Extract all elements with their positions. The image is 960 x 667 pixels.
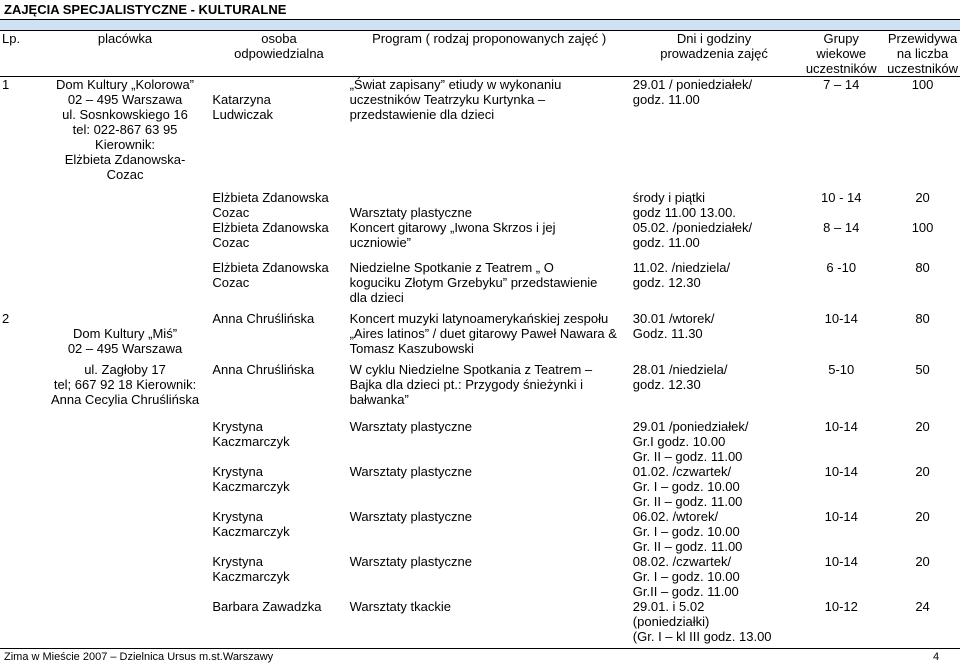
- cell-grupy: 6 -10: [826, 260, 857, 275]
- spacer-cell: [0, 250, 960, 260]
- header-przewidywana: Przewidywa na liczba uczestników: [885, 31, 960, 77]
- activities-table: [0, 30, 960, 644]
- document-title: ZAJĘCIA SPECJALISTYCZNE - KULTURALNE: [4, 2, 287, 17]
- table-row: [0, 190, 960, 220]
- cell-osoba: Krystyna Kaczmarczyk: [212, 554, 290, 584]
- cell-program: „Świat zapisany” etiudy w wykonaniu uczestników Teatrzyku Kurtynka – przedstawienie dla dzieci: [349, 77, 562, 122]
- cell-liczba: 100: [911, 77, 934, 92]
- cell-placowka: Dom Kultury „Miś” 02 – 495 Warszawa: [67, 326, 183, 356]
- cell-program: Warsztaty plastyczne: [349, 509, 472, 524]
- table-row: [0, 554, 960, 599]
- cell-dni: 29.01 / poniedziałek/ godz. 11.00: [632, 77, 753, 107]
- table-row: [0, 77, 960, 183]
- cell-lp: [0, 220, 40, 250]
- cell-dni: 29.01. i 5.02 (poniedziałki) (Gr. I – kl III godz. 13.00: [632, 599, 772, 644]
- cell-grupy: 5-10: [828, 362, 855, 377]
- cell-dni: 05.02. /poniedziałek/ godz. 11.00: [632, 220, 753, 250]
- spacer-cell: [0, 182, 960, 190]
- cell-dni: 11.02. /niedziela/ godz. 12.30: [632, 260, 731, 290]
- cell-placowka: [40, 554, 211, 599]
- footer-divider: [0, 648, 960, 649]
- cell-grupy: 10-14: [824, 419, 858, 434]
- cell-placowka: ul. Zagłoby 17 tel; 667 92 18 Kierownik: Anna Cecylia Chruślińska: [50, 362, 200, 407]
- header-placowka: placówka: [40, 31, 211, 77]
- cell-dni: 01.02. /czwartek/ Gr. I – godz. 10.00 Gr. II – godz. 11.00: [632, 464, 743, 509]
- cell-grupy: 8 – 14: [823, 220, 860, 235]
- cell-liczba: 24: [915, 599, 930, 614]
- row-spacer: [0, 407, 960, 419]
- cell-osoba: Anna Chruślińska: [212, 311, 315, 326]
- cell-placowka: Dom Kultury „Kolorowa” 02 – 495 Warszawa ul. Sosnkowskiego 16 tel: 022-867 63 95 Kierownik: Elżbieta Zdanowska- Cozac: [56, 77, 195, 182]
- cell-osoba: Barbara Zawadzka: [212, 599, 322, 614]
- header-lp: Lp.: [0, 31, 40, 77]
- cell-osoba: Elżbieta Zdanowska Cozac: [212, 190, 329, 220]
- footer-text: Zima w Mieście 2007 – Dzielnica Ursus m.st.Warszawy: [4, 651, 274, 663]
- cell-liczba: 20: [915, 419, 930, 434]
- cell-placowka: [40, 260, 211, 305]
- cell-lp: 2: [2, 311, 10, 326]
- cell-liczba: 20: [915, 190, 930, 205]
- cell-program: Warsztaty plastyczne: [349, 205, 472, 220]
- cell-program: Niedzielne Spotkanie z Teatrem „ O koguciku Złotym Grzebyku” przedstawienie dla dzieci: [349, 260, 598, 305]
- cell-dni: 28.01 /niedziela/ godz. 12.30: [632, 362, 728, 392]
- cell-program: Koncert gitarowy „Iwona Skrzos i jej uczniowie”: [349, 220, 556, 250]
- cell-osoba: Elżbieta Zdanowska Cozac: [212, 260, 329, 290]
- cell-dni: 06.02. /wtorek/ Gr. I – godz. 10.00 Gr. II – godz. 11.00: [632, 509, 743, 554]
- cell-lp: [0, 554, 40, 599]
- cell-liczba: 20: [915, 464, 930, 479]
- cell-lp: [0, 362, 40, 407]
- cell-placowka: [40, 419, 211, 464]
- page-number: 4: [933, 651, 940, 663]
- cell-program: Warsztaty tkackie: [349, 599, 451, 614]
- cell-dni: 08.02. /czwartek/ Gr. I – godz. 10.00 Gr.II – godz. 11.00: [632, 554, 740, 599]
- cell-osoba: Katarzyna Ludwiczak: [212, 92, 274, 122]
- cell-dni: środy i piątki godz 11.00 13.00.: [632, 190, 736, 220]
- cell-program: Koncert muzyki latynoamerykańskiej zespołu „Aires latinos” / duet gitarowy Paweł Nawara & Tomasz Kaszubowski: [349, 311, 617, 356]
- cell-placowka: [40, 599, 211, 644]
- header-grupy: Grupy wiekowe uczestników: [797, 31, 885, 77]
- cell-liczba: 100: [911, 220, 934, 235]
- cell-program: Warsztaty plastyczne: [349, 554, 472, 569]
- table-row: [0, 464, 960, 509]
- cell-osoba: Krystyna Kaczmarczyk: [212, 419, 290, 449]
- cell-liczba: 50: [915, 362, 930, 377]
- cell-osoba: Krystyna Kaczmarczyk: [212, 464, 290, 494]
- cell-program: W cyklu Niedzielne Spotkania z Teatrem – Bajka dla dzieci pt.: Przygody śnieżynki i bałwanka”: [349, 362, 593, 407]
- row-spacer: [0, 250, 960, 260]
- table-row: [0, 419, 960, 464]
- header-dni: Dni i godziny prowadzenia zajęć: [631, 31, 798, 77]
- cell-dni: 30.01 /wtorek/ Godz. 11.30: [632, 311, 715, 341]
- cell-osoba: Elżbieta Zdanowska Cozac: [212, 220, 329, 250]
- table-row: [0, 509, 960, 554]
- cell-placowka: [40, 190, 211, 220]
- cell-program: Warsztaty plastyczne: [349, 419, 472, 434]
- table-row: [0, 362, 960, 407]
- cell-grupy: 10-14: [824, 311, 858, 326]
- table-row: [0, 311, 960, 356]
- cell-lp: [0, 190, 40, 220]
- cell-grupy: 10-12: [824, 599, 858, 614]
- cell-lp: [0, 599, 40, 644]
- cell-lp: [0, 419, 40, 464]
- cell-placowka: [40, 509, 211, 554]
- spacer-cell: [0, 407, 960, 419]
- cell-liczba: 80: [915, 260, 930, 275]
- cell-liczba: 80: [915, 311, 930, 326]
- table-row: [0, 220, 960, 250]
- cell-lp: [0, 260, 40, 305]
- cell-liczba: 20: [915, 554, 930, 569]
- cell-grupy: 10-14: [824, 554, 858, 569]
- cell-program: Warsztaty plastyczne: [349, 464, 472, 479]
- table-header-row: [0, 31, 960, 77]
- cell-lp: [0, 464, 40, 509]
- cell-grupy: 10-14: [824, 509, 858, 524]
- cell-liczba: 20: [915, 509, 930, 524]
- cell-lp: 1: [2, 77, 10, 92]
- table-body: [0, 77, 960, 645]
- cell-lp: [0, 509, 40, 554]
- cell-osoba: Krystyna Kaczmarczyk: [212, 509, 290, 539]
- header-osoba: osoba odpowiedzialna: [210, 31, 347, 77]
- cell-osoba: Anna Chruślińska: [212, 362, 315, 377]
- header-program: Program ( rodzaj proponowanych zajęć ): [348, 31, 631, 77]
- cell-grupy: 7 – 14: [823, 77, 860, 92]
- cell-placowka: [40, 220, 211, 250]
- cell-placowka: [40, 464, 211, 509]
- table-row: [0, 599, 960, 644]
- cell-dni: 29.01 /poniedziałek/ Gr.I godz. 10.00 Gr. II – godz. 11.00: [632, 419, 749, 464]
- table-row: [0, 260, 960, 305]
- row-spacer: [0, 182, 960, 190]
- cell-grupy: 10-14: [824, 464, 858, 479]
- cell-grupy: 10 - 14: [821, 190, 862, 205]
